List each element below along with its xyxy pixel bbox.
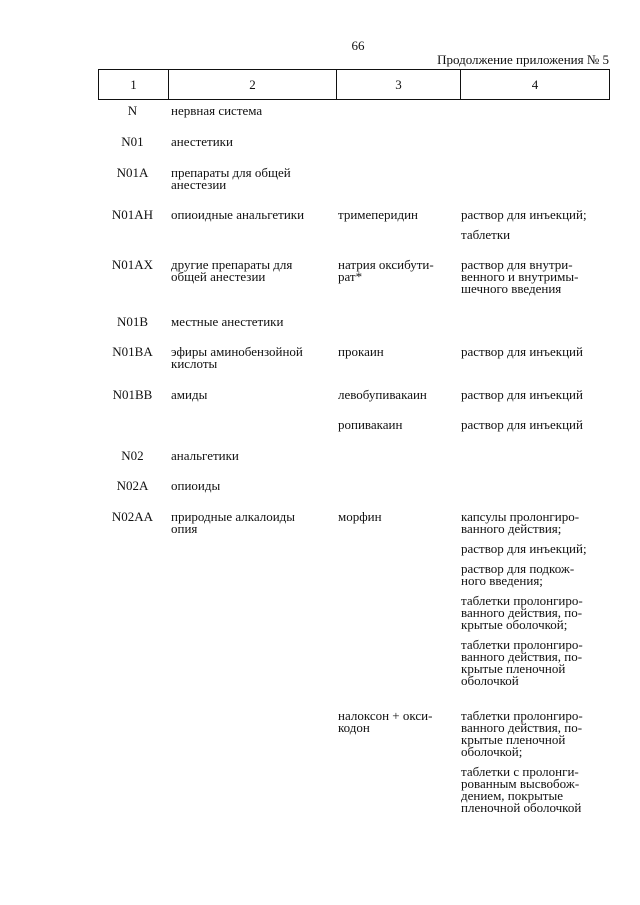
form-line: оболочкой bbox=[461, 673, 519, 688]
drug-line: левобупивакаин bbox=[338, 387, 427, 402]
drug-name bbox=[334, 511, 457, 687]
table-row bbox=[98, 389, 610, 401]
atc-code bbox=[98, 419, 167, 431]
form-line: таблетки пролонгиро- bbox=[461, 593, 583, 608]
form-line: оболочкой; bbox=[461, 744, 523, 759]
form-line: крытые пленочной bbox=[461, 732, 566, 747]
atc-group-name bbox=[167, 259, 334, 295]
group-line: анестезии bbox=[171, 177, 227, 192]
group-line: эфиры аминобензойной bbox=[171, 344, 303, 359]
drug-name bbox=[334, 209, 457, 241]
atc-group-name bbox=[167, 480, 334, 492]
atc-code: N01A bbox=[116, 165, 149, 180]
header-col-4: 4 bbox=[531, 76, 539, 92]
group-line: нервная система bbox=[171, 103, 263, 118]
dosage-forms bbox=[457, 167, 610, 191]
dosage-forms bbox=[457, 389, 610, 401]
dosage-form-item bbox=[461, 595, 610, 631]
group-line: опиоиды bbox=[171, 478, 221, 493]
form-line: таблетки bbox=[461, 227, 511, 242]
atc-group-name bbox=[167, 209, 334, 241]
drug-name bbox=[334, 480, 457, 492]
header-col-2: 2 bbox=[169, 70, 337, 99]
drug-line: рат* bbox=[338, 269, 363, 284]
group-line: опия bbox=[171, 521, 198, 536]
table-row bbox=[98, 450, 610, 462]
dosage-forms bbox=[457, 419, 610, 431]
page-number: 66 bbox=[351, 38, 365, 53]
atc-group-name bbox=[167, 105, 334, 117]
group-line: кислоты bbox=[171, 356, 218, 371]
atc-group-name bbox=[167, 167, 334, 191]
atc-code: N01AX bbox=[111, 257, 154, 272]
drug-name bbox=[334, 105, 457, 117]
table-row bbox=[98, 209, 610, 241]
form-line: шечного введения bbox=[461, 281, 562, 296]
dosage-form-item bbox=[461, 229, 610, 241]
table-row bbox=[98, 136, 610, 148]
form-line: крытые оболочкой; bbox=[461, 617, 568, 632]
dosage-forms bbox=[457, 450, 610, 462]
atc-code bbox=[98, 710, 167, 814]
form-line: таблетки пролонгиро- bbox=[461, 637, 583, 652]
drug-name bbox=[334, 450, 457, 462]
drug-name bbox=[334, 419, 457, 431]
header-col-1: 1 bbox=[99, 70, 169, 99]
form-line: раствор для подкож- bbox=[461, 561, 575, 576]
table-row bbox=[98, 710, 610, 814]
dosage-form-item bbox=[461, 346, 610, 358]
drug-line: тримеперидин bbox=[338, 207, 419, 222]
drug-line: кодон bbox=[338, 720, 370, 735]
form-line: пленочной оболочкой bbox=[461, 800, 582, 815]
atc-group-name bbox=[167, 419, 334, 431]
dosage-forms bbox=[457, 105, 610, 117]
group-line: общей анестезии bbox=[171, 269, 266, 284]
table-row bbox=[98, 259, 610, 295]
dosage-form-item bbox=[461, 710, 610, 758]
atc-code: N02AA bbox=[111, 509, 154, 524]
form-line: таблетки с пролонги- bbox=[461, 764, 579, 779]
table-row bbox=[98, 419, 610, 431]
atc-code: N01B bbox=[116, 314, 149, 329]
atc-code: N02 bbox=[121, 448, 144, 463]
drug-name bbox=[334, 259, 457, 295]
dosage-form-item bbox=[461, 511, 610, 535]
dosage-form-item bbox=[461, 389, 610, 401]
form-line: ванного действия; bbox=[461, 521, 562, 536]
dosage-forms bbox=[457, 259, 610, 295]
dosage-form-item bbox=[461, 766, 610, 814]
dosage-forms bbox=[457, 710, 610, 814]
dosage-form-item bbox=[461, 259, 610, 295]
atc-code: N01AH bbox=[111, 207, 154, 222]
form-line: раствор для инъекций bbox=[461, 344, 583, 359]
dosage-form-item bbox=[461, 563, 610, 587]
drug-line: прокаин bbox=[338, 344, 384, 359]
atc-group-name bbox=[167, 511, 334, 687]
group-line: анестетики bbox=[171, 134, 233, 149]
atc-group-name bbox=[167, 346, 334, 370]
form-line: венного и внутримы- bbox=[461, 269, 579, 284]
atc-code: N bbox=[127, 103, 138, 118]
dosage-form-item bbox=[461, 419, 610, 431]
drug-name bbox=[334, 136, 457, 148]
atc-group-name bbox=[167, 136, 334, 148]
form-line: раствор для инъекций bbox=[461, 387, 583, 402]
group-line: другие препараты для bbox=[171, 257, 293, 272]
form-line: раствор для внутри- bbox=[461, 257, 573, 272]
atc-group-name bbox=[167, 450, 334, 462]
continuation-note: Продолжение приложения № 5 bbox=[437, 52, 609, 67]
form-line: раствор для инъекций; bbox=[461, 541, 587, 556]
table-row bbox=[98, 346, 610, 370]
dosage-form-item bbox=[461, 639, 610, 687]
table-row bbox=[98, 511, 610, 687]
drug-line: натрия оксибути- bbox=[338, 257, 434, 272]
dosage-forms bbox=[457, 136, 610, 148]
table-header bbox=[98, 69, 610, 100]
form-line: ванного действия, по- bbox=[461, 649, 583, 664]
drug-name bbox=[334, 710, 457, 814]
header-col-3: 3 bbox=[337, 70, 461, 99]
form-line: крытые пленочной bbox=[461, 661, 566, 676]
group-line: природные алкалоиды bbox=[171, 509, 296, 524]
dosage-forms bbox=[457, 209, 610, 241]
atc-group-name bbox=[167, 389, 334, 401]
table-row bbox=[98, 480, 610, 492]
form-line: ванного действия, по- bbox=[461, 720, 583, 735]
form-line: ного введения; bbox=[461, 573, 543, 588]
drug-name bbox=[334, 167, 457, 191]
drug-name bbox=[334, 346, 457, 370]
group-line: местные анестетики bbox=[171, 314, 284, 329]
form-line: рованным высвобож- bbox=[461, 776, 580, 791]
group-line: опиоидные анальгетики bbox=[171, 207, 305, 222]
atc-code: N01BB bbox=[112, 387, 153, 402]
group-line: препараты для общей bbox=[171, 165, 291, 180]
atc-code: N01BA bbox=[112, 344, 153, 359]
drug-line: налоксон + окси- bbox=[338, 708, 433, 723]
atc-code: N02A bbox=[116, 478, 149, 493]
atc-code: N01 bbox=[121, 134, 144, 149]
drug-line: морфин bbox=[338, 509, 382, 524]
group-line: амиды bbox=[171, 387, 208, 402]
drug-name bbox=[334, 316, 457, 328]
dosage-forms bbox=[457, 346, 610, 370]
dosage-forms bbox=[457, 480, 610, 492]
drug-name bbox=[334, 389, 457, 401]
form-line: раствор для инъекций bbox=[461, 417, 583, 432]
dosage-forms bbox=[457, 316, 610, 328]
form-line: дением, покрытые bbox=[461, 788, 563, 803]
table-row bbox=[98, 105, 610, 117]
table-row bbox=[98, 316, 610, 328]
form-line: ванного действия, по- bbox=[461, 605, 583, 620]
atc-group-name bbox=[167, 316, 334, 328]
table-row bbox=[98, 167, 610, 191]
form-line: раствор для инъекций; bbox=[461, 207, 587, 222]
dosage-form-item bbox=[461, 543, 610, 555]
drug-line: ропивакаин bbox=[338, 417, 403, 432]
atc-group-name bbox=[167, 710, 334, 814]
form-line: таблетки пролонгиро- bbox=[461, 708, 583, 723]
group-line: анальгетики bbox=[171, 448, 239, 463]
dosage-form-item bbox=[461, 209, 610, 221]
form-line: капсулы пролонгиро- bbox=[461, 509, 580, 524]
dosage-forms bbox=[457, 511, 610, 687]
